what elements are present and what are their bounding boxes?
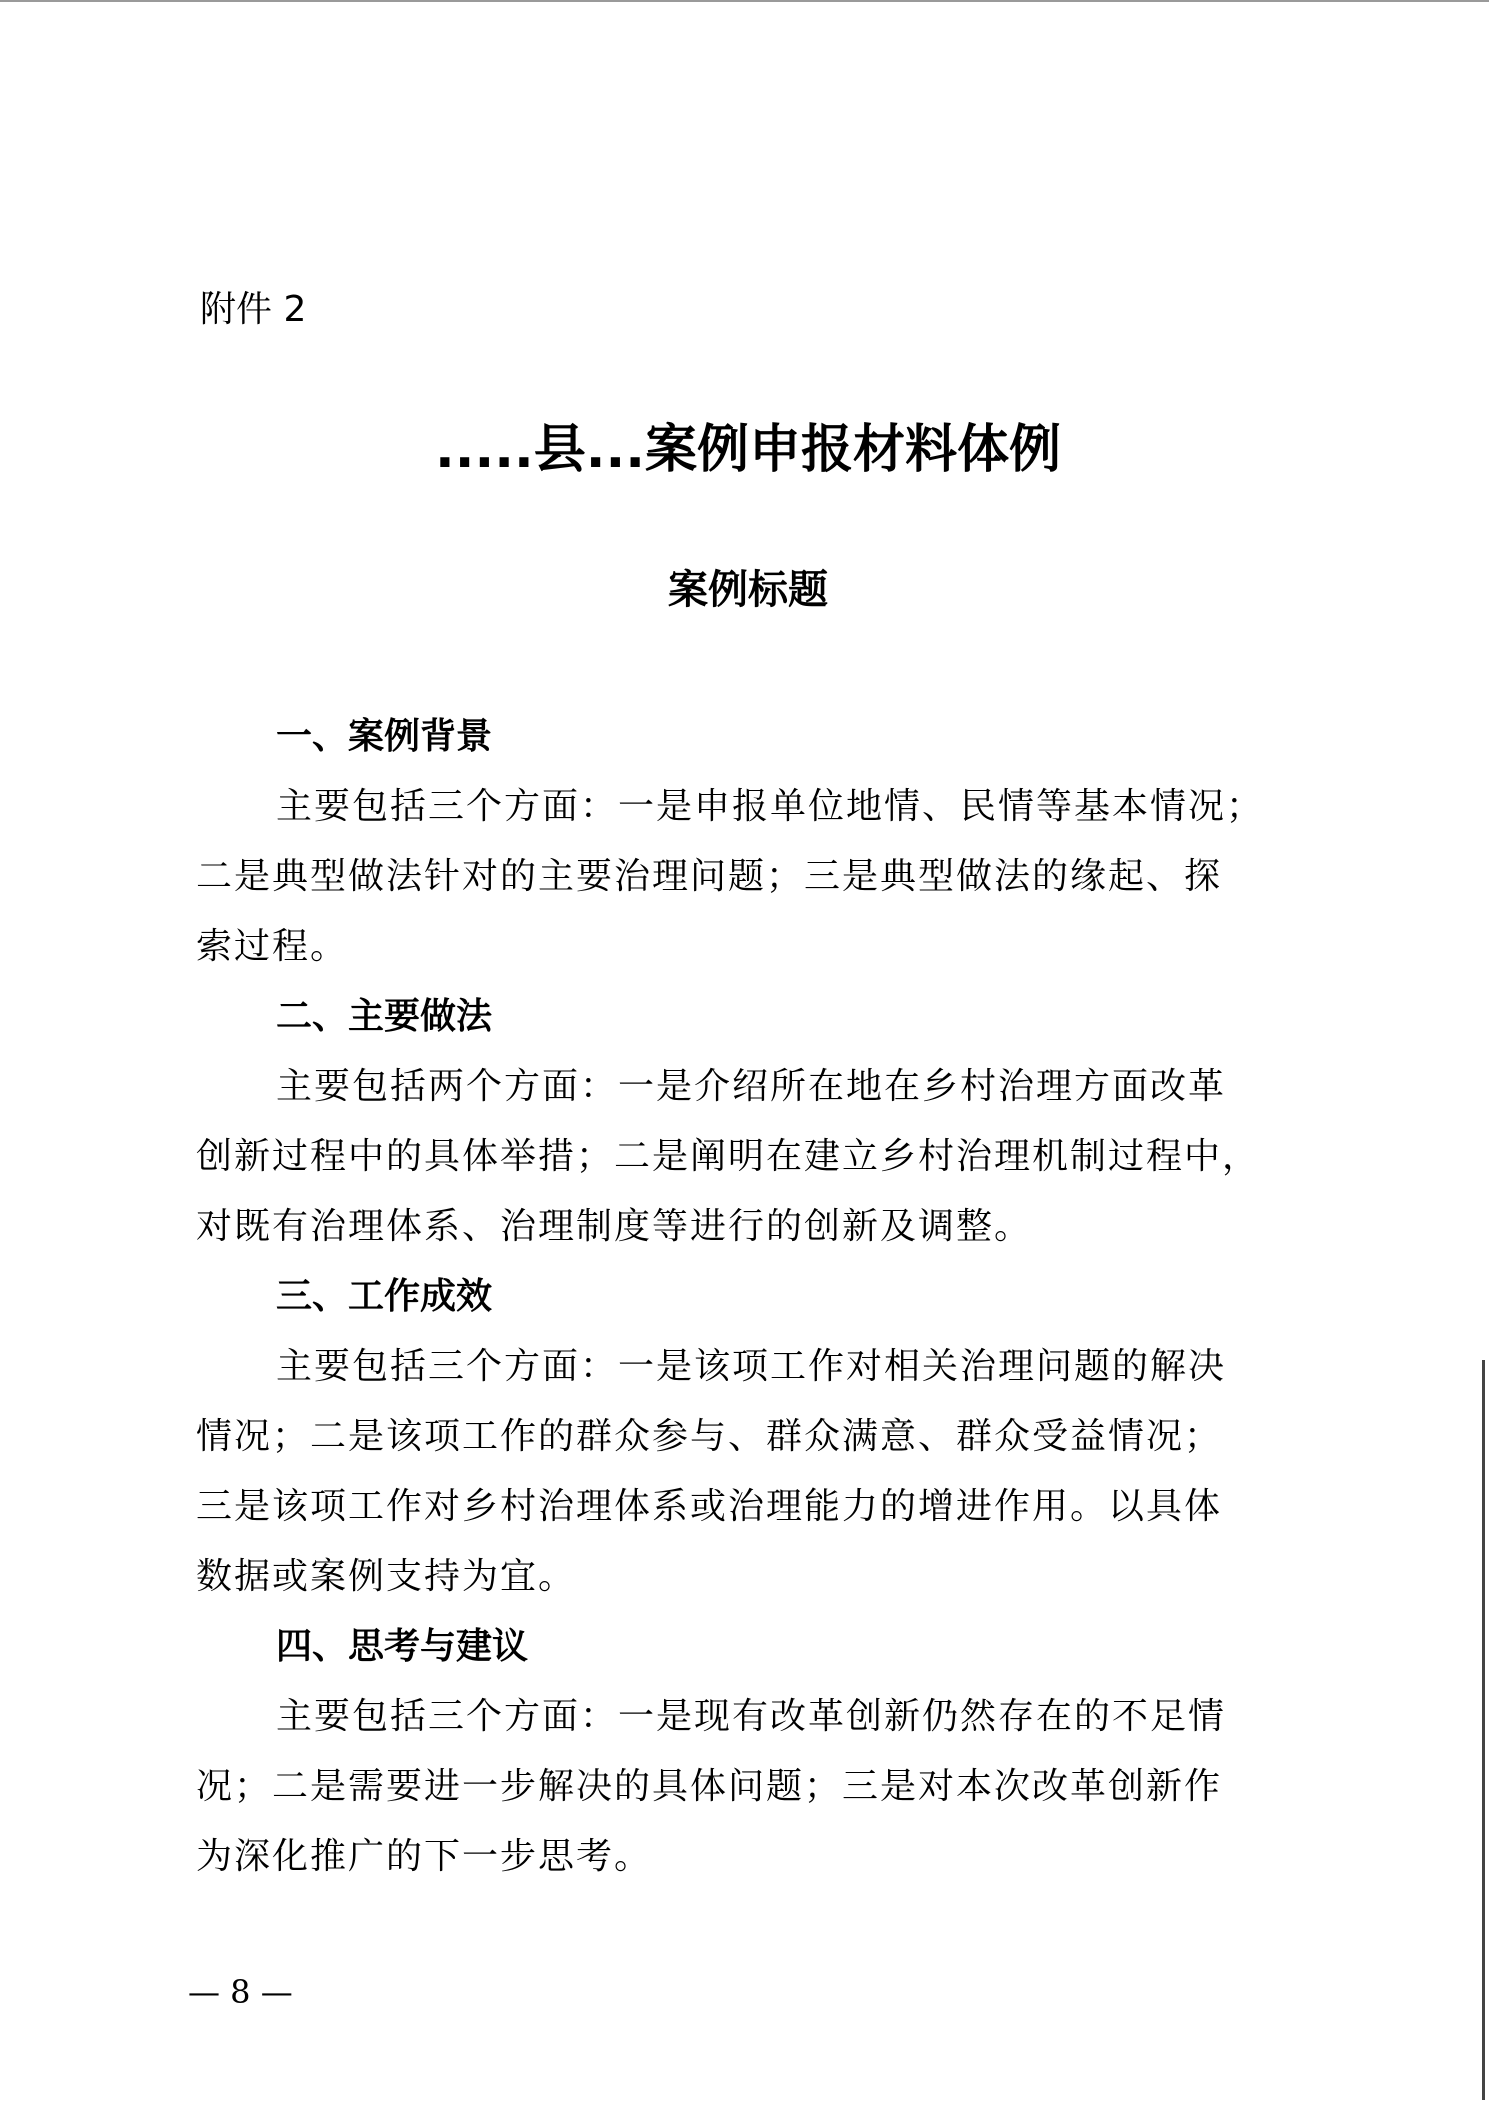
paragraph-line: 情况；二是该项工作的群众参与、群众满意、群众受益情况； xyxy=(196,1416,1223,1457)
section-heading-background: 一、案例背景 xyxy=(276,716,493,757)
section-paragraph-results xyxy=(196,1332,1300,1612)
paragraph-line: 索过程。 xyxy=(196,926,349,967)
paragraph-line: 况；二是需要进一步解决的具体问题；三是对本次改革创新作 xyxy=(196,1766,1223,1807)
attachment-label: 附件 2 xyxy=(200,289,307,330)
section-paragraph-suggestions xyxy=(196,1682,1300,1892)
paragraph-line: 主要包括三个方面：一是现有改革创新仍然存在的不足情 xyxy=(276,1696,1227,1737)
document-title: .....县...案例申报材料体例 xyxy=(434,420,1062,480)
paragraph-line: 创新过程中的具体举措；二是阐明在建立乡村治理机制过程中， xyxy=(196,1136,1261,1177)
paragraph-line: 为深化推广的下一步思考。 xyxy=(196,1836,653,1877)
section-paragraph-practices xyxy=(196,1052,1300,1262)
section-heading-results: 三、工作成效 xyxy=(276,1276,493,1317)
document-page xyxy=(188,0,1300,2105)
paragraph-line: 主要包括三个方面：一是申报单位地情、民情等基本情况； xyxy=(276,786,1265,827)
paragraph-line: 三是该项工作对乡村治理体系或治理能力的增进作用。以具体 xyxy=(196,1486,1223,1527)
case-title: 案例标题 xyxy=(668,567,828,613)
paragraph-line: 主要包括两个方面：一是介绍所在地在乡村治理方面改革 xyxy=(276,1066,1227,1107)
scan-right-edge xyxy=(1482,1360,1485,2100)
section-heading-practices: 二、主要做法 xyxy=(276,996,493,1037)
document-body xyxy=(196,702,1300,1892)
section-heading-suggestions: 四、思考与建议 xyxy=(276,1626,529,1667)
paragraph-line: 数据或案例支持为宜。 xyxy=(196,1556,577,1597)
paragraph-line: 二是典型做法针对的主要治理问题；三是典型做法的缘起、探 xyxy=(196,856,1223,897)
paragraph-line: 对既有治理体系、治理制度等进行的创新及调整。 xyxy=(196,1206,1033,1247)
section-paragraph-background xyxy=(196,772,1300,982)
paragraph-line: 主要包括三个方面：一是该项工作对相关治理问题的解决 xyxy=(276,1346,1227,1387)
page-number: — 8 — xyxy=(188,1973,293,2011)
